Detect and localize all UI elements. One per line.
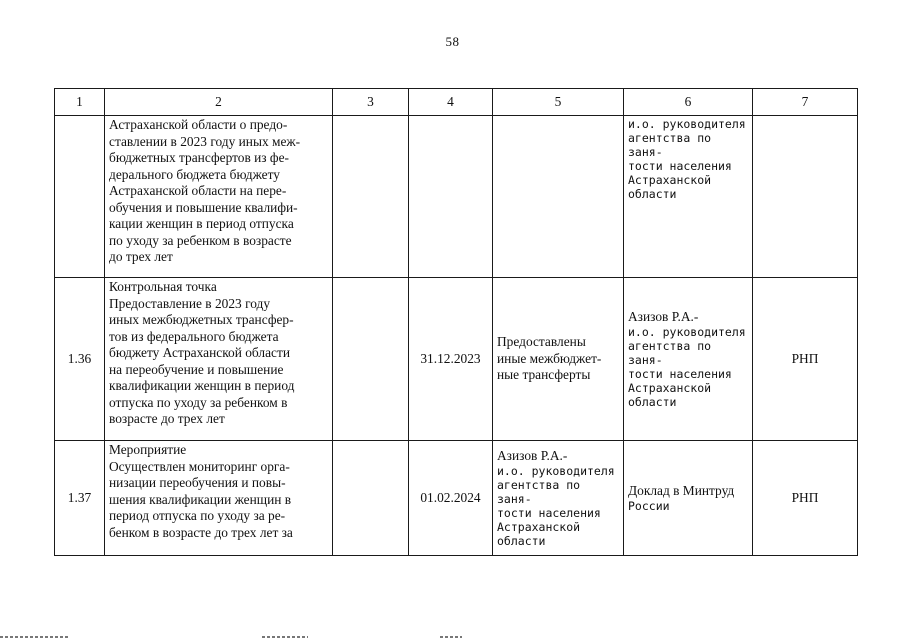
description-line: ставлении в 2023 году иных меж- bbox=[109, 133, 301, 149]
header-col-5: 5 bbox=[493, 89, 624, 116]
responsible-line: агентства по заня- bbox=[628, 131, 712, 159]
description-line: отпуска по уходу за ребенком в bbox=[109, 394, 288, 410]
responsible-line: Астраханской bbox=[628, 381, 712, 396]
page-number: 58 bbox=[445, 34, 460, 49]
description-line: на переобучение и повышение bbox=[109, 361, 284, 377]
description-line: Астраханской области на пере- bbox=[109, 183, 287, 198]
row-description bbox=[105, 441, 333, 556]
scan-edge-marks bbox=[0, 634, 905, 640]
row-responsible bbox=[624, 278, 753, 441]
description-line: Осуществлен мониторинг орга- bbox=[109, 458, 290, 474]
row-deadline bbox=[409, 116, 493, 278]
description-line: Предоставление в 2023 году bbox=[109, 295, 271, 311]
responsible-line: Астраханской bbox=[628, 173, 712, 187]
description-line: период отпуска по уходу за ре- bbox=[109, 508, 286, 523]
table-row bbox=[55, 441, 858, 556]
header-col-3: 3 bbox=[333, 89, 409, 116]
row-type-heading: Контрольная точка bbox=[109, 279, 217, 294]
description-line: бюджету Астраханской области bbox=[109, 345, 290, 360]
row-description bbox=[105, 116, 333, 278]
description-line: обучения и повышение квалифи- bbox=[109, 199, 298, 215]
row-col-3 bbox=[333, 116, 409, 278]
responsible-line: Астраханской bbox=[497, 520, 581, 535]
description-line: бюджетных трансфертов из фе- bbox=[109, 150, 290, 165]
responsible-name: Азизов Р.А.- bbox=[497, 447, 568, 463]
row-col-3 bbox=[333, 441, 409, 556]
header-col-2: 2 bbox=[105, 89, 333, 116]
description-line: дерального бюджета бюджету bbox=[109, 166, 280, 182]
report-line: Доклад в Минтруд bbox=[628, 482, 735, 498]
row-level: РНП bbox=[753, 278, 858, 441]
description-line: квалификации женщин в период bbox=[109, 378, 295, 393]
responsible-name: Азизов Р.А.- bbox=[628, 308, 699, 324]
row-result bbox=[493, 116, 624, 278]
description-line: иных межбюджетных трансфер- bbox=[109, 312, 294, 327]
table-row bbox=[55, 278, 858, 441]
responsible-line: области bbox=[497, 534, 546, 549]
responsible-line: тости населения bbox=[628, 367, 732, 382]
scan-mark bbox=[0, 636, 70, 638]
row-number: 1.37 bbox=[55, 441, 105, 556]
description-line: шения квалификации женщин в bbox=[109, 491, 292, 507]
description-line: возрасте до трех лет bbox=[109, 411, 225, 426]
responsible-line: и.о. руководителя bbox=[628, 117, 746, 131]
description-line: низации переобучения и повы- bbox=[109, 475, 286, 490]
responsible-line: тости населения bbox=[497, 506, 601, 521]
row-deadline: 31.12.2023 bbox=[409, 278, 493, 441]
report-line: России bbox=[628, 499, 670, 514]
header-col-1: 1 bbox=[55, 89, 105, 116]
responsible-line: тости населения bbox=[628, 159, 732, 173]
row-type-heading: Мероприятие bbox=[109, 442, 187, 457]
row-responsible bbox=[624, 441, 753, 556]
row-responsible bbox=[624, 116, 753, 278]
scan-mark bbox=[440, 636, 462, 638]
row-result bbox=[493, 441, 624, 556]
row-level: РНП bbox=[753, 441, 858, 556]
row-number bbox=[55, 116, 105, 278]
header-row bbox=[55, 89, 858, 116]
result-line: ные трансферты bbox=[497, 367, 591, 383]
responsible-line: агентства по заня- bbox=[497, 478, 581, 507]
scan-mark bbox=[262, 636, 308, 638]
responsible-line: области bbox=[628, 395, 677, 410]
row-deadline: 01.02.2024 bbox=[409, 441, 493, 556]
plan-table bbox=[54, 88, 858, 556]
header-col-4: 4 bbox=[409, 89, 493, 116]
responsible-line: области bbox=[628, 187, 677, 201]
description-line: бенком в возрасте до трех лет за bbox=[109, 524, 293, 540]
table-row bbox=[55, 116, 858, 278]
header-col-6: 6 bbox=[624, 89, 753, 116]
header-col-7: 7 bbox=[753, 89, 858, 116]
responsible-line: и.о. руководителя bbox=[497, 464, 615, 479]
responsible-line: агентства по заня- bbox=[628, 339, 712, 368]
description-line: Астраханской области о предо- bbox=[109, 117, 288, 132]
row-level bbox=[753, 116, 858, 278]
result-line: Предоставлены bbox=[497, 334, 586, 350]
row-result bbox=[493, 278, 624, 441]
row-col-3 bbox=[333, 278, 409, 441]
row-description bbox=[105, 278, 333, 441]
description-line: до трех лет bbox=[109, 249, 173, 264]
description-line: тов из федерального бюджета bbox=[109, 328, 279, 344]
description-line: по уходу за ребенком в возрасте bbox=[109, 232, 292, 248]
row-number: 1.36 bbox=[55, 278, 105, 441]
description-line: кации женщин в период отпуска bbox=[109, 216, 294, 231]
result-line: иные межбюджет- bbox=[497, 350, 602, 366]
responsible-line: и.о. руководителя bbox=[628, 325, 746, 340]
